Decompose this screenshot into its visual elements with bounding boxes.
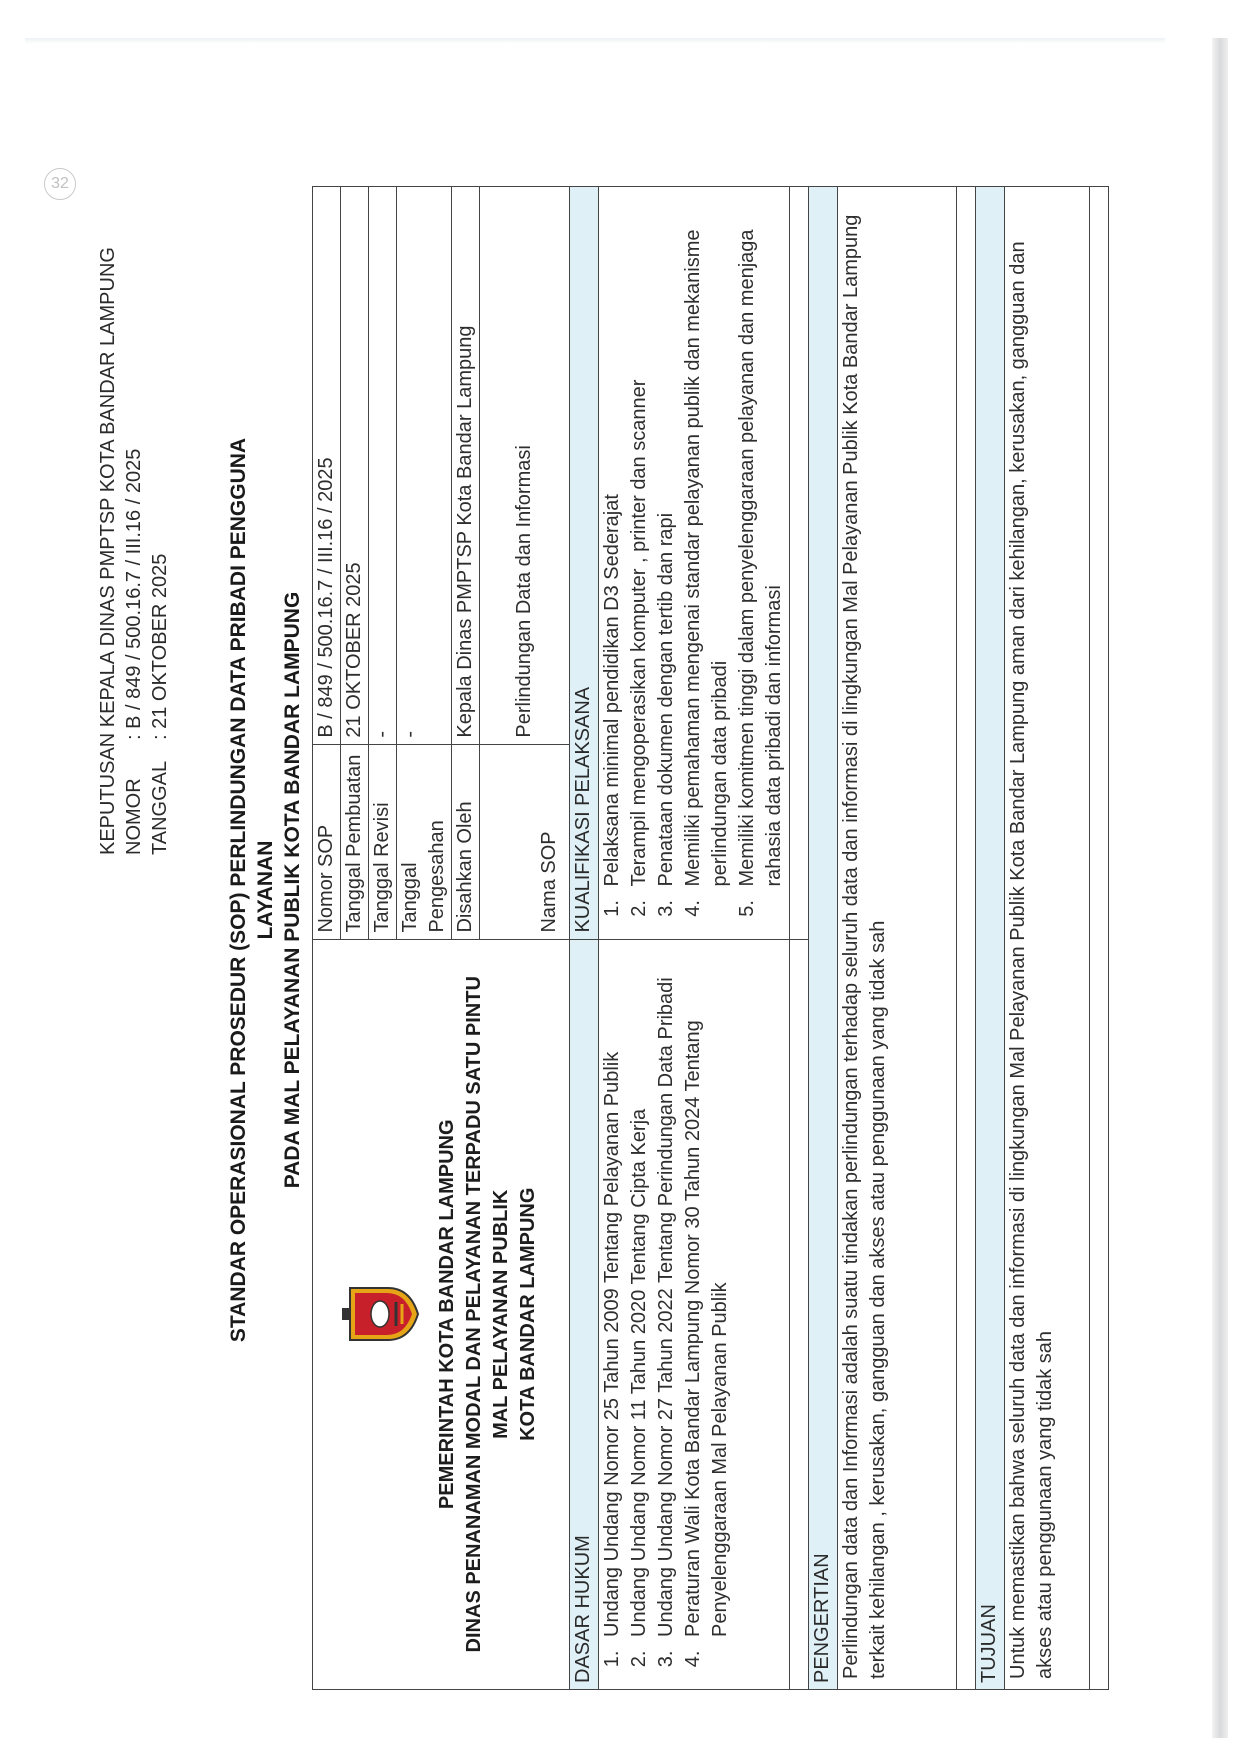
tanggal-label: TANGGAL — [149, 760, 171, 855]
decree-header — [95, 155, 173, 855]
info-value: B / 849 / 500.16.7 / III.16 / 2025 — [313, 187, 341, 745]
info-value: Kepala Dinas PMPTSP Kota Bandar Lampung — [452, 187, 480, 745]
dasar-hukum-body — [599, 939, 790, 1689]
kualifikasi-list — [599, 193, 788, 933]
kualifikasi-heading — [570, 187, 599, 940]
tujuan-heading — [976, 187, 1005, 1690]
page-number: 32 — [44, 168, 76, 200]
org-line-4: KOTA BANDAR LAMPUNG — [517, 1187, 539, 1441]
info-label: Tanggal Pembuatan — [341, 744, 369, 939]
spacer-row — [1090, 187, 1109, 1690]
kualifikasi-body — [599, 187, 790, 940]
pengertian-body — [838, 187, 957, 1690]
dasar-hukum-heading-text: DASAR HUKUM — [572, 1535, 594, 1683]
list-item: 2. Terampil mengoperasikan komputer , printer dan scanner — [626, 193, 653, 895]
decree-nomor — [121, 155, 147, 855]
document-title — [225, 410, 306, 1370]
decree-title: KEPUTUSAN KEPALA DINAS PMPTSP KOTA BANDAR LAMPUNG — [97, 247, 119, 855]
decree-tanggal — [147, 155, 173, 855]
info-value: Perlindungan Data dan Informasi — [480, 187, 570, 745]
section-header-row — [570, 187, 599, 1690]
scan-edge-right — [1212, 38, 1228, 1738]
pengertian-heading-text: PENGERTIAN — [811, 1553, 833, 1683]
info-label: Tanggal Pengesahan — [397, 744, 452, 939]
pengertian-heading — [809, 187, 838, 1690]
title-line-2: PADA MAL PELAYANAN PUBLIK KOTA BANDAR LAMPUNG — [281, 591, 304, 1189]
sop-table — [312, 186, 1109, 1690]
scan-edge-top — [25, 38, 1165, 44]
spacer-cell — [1090, 187, 1109, 1690]
city-emblem-icon — [340, 1282, 422, 1346]
list-item: 1. Undang Undang Nomor 25 Tahun 2009 Tentang Pelayanan Publik — [599, 946, 626, 1645]
section-body-row — [838, 187, 957, 1690]
section-body-row — [599, 187, 790, 1690]
section-header-row — [809, 187, 838, 1690]
dasar-hukum-heading — [570, 939, 599, 1689]
list-item: 4. Memiliki pemahaman mengenai standar pelayanan publik dan mekanisme perlindungan data pribadi — [680, 193, 734, 895]
info-label: Disahkan Oleh — [452, 744, 480, 939]
dasar-hukum-list — [599, 946, 734, 1683]
spacer-cell — [957, 187, 976, 1690]
list-item: 3. Penataan dokumen dengan tertib dan rapi — [653, 193, 680, 895]
organization-cell — [313, 939, 570, 1689]
info-value: - — [369, 187, 397, 745]
info-label: Nomor SOP — [313, 744, 341, 939]
org-line-2: DINAS PENANAMAN MODAL DAN PELAYANAN TERPADU SATU PINTU — [463, 976, 485, 1653]
info-row — [313, 187, 341, 1690]
kualifikasi-heading-text: KUALIFIKASI PELAKSANA — [572, 686, 594, 933]
tujuan-text: Untuk memastikan bahwa seluruh data dan informasi di lingkungan Mal Pelayanan Publik Kota Bandar Lampung aman dari kehilangan, kerusakan, gangguan dan akses atau penggunaan yang tidak sah — [1007, 241, 1056, 1679]
rotated-document — [65, 90, 1205, 1690]
section-body-row — [1005, 187, 1090, 1690]
nomor-label: NOMOR — [123, 778, 145, 855]
org-line-1: PEMERINTAH KOTA BANDAR LAMPUNG — [436, 1119, 458, 1510]
spacer-cell — [790, 939, 809, 1689]
list-item: 3. Undang Undang Nomor 27 Tahun 2022 Tentang Perindungan Data Pribadi — [653, 946, 680, 1645]
list-item: 2. Undang Undang Nomor 11 Tahun 2020 Tentang Cipta Kerja — [626, 946, 653, 1645]
spacer-row — [790, 187, 809, 1690]
title-line-1: STANDAR OPERASIONAL PROSEDUR (SOP) PERLINDUNGAN DATA PRIBADI PENGGUNA LAYANAN — [227, 437, 277, 1343]
section-header-row — [976, 187, 1005, 1690]
nomor-value: : B / 849 / 500.16.7 / III.16 / 2025 — [123, 448, 145, 740]
tanggal-value: : 21 OKTOBER 2025 — [149, 553, 171, 740]
spacer-row — [957, 187, 976, 1690]
info-label: Nama SOP — [480, 744, 570, 939]
spacer-cell — [790, 187, 809, 940]
list-item: 1. Pelaksana minimal pendidikan D3 Sederajat — [599, 193, 626, 895]
list-item: 4. Peraturan Wali Kota Bandar Lampung Nomor 30 Tahun 2024 Tentang Penyelenggaraan Mal Pelayanan Publik — [680, 946, 734, 1645]
org-line-3: MAL PELAYANAN PUBLIK — [490, 1189, 512, 1439]
tujuan-heading-text: TUJUAN — [978, 1604, 1000, 1683]
info-label: Tanggal Revisi — [369, 744, 397, 939]
tujuan-body — [1005, 187, 1090, 1690]
pengertian-text: Perlindungan data dan Informasi adalah suatu tindakan perlindungan terhadap seluruh data dan informasi di lingkungan Mal Pelayanan Publik Kota Bandar Lampung terkait kehilangan , kerusakan, gangguan dan akses atau penggunaan yang tidak sah — [840, 214, 889, 1679]
list-item: 5. Memiliki komitmen tinggi dalam penyelenggaraan pelayanan dan menjaga rahasia data pribadi dan informasi — [734, 193, 788, 895]
info-value: 21 OKTOBER 2025 — [341, 187, 369, 745]
info-value: - — [397, 187, 452, 745]
